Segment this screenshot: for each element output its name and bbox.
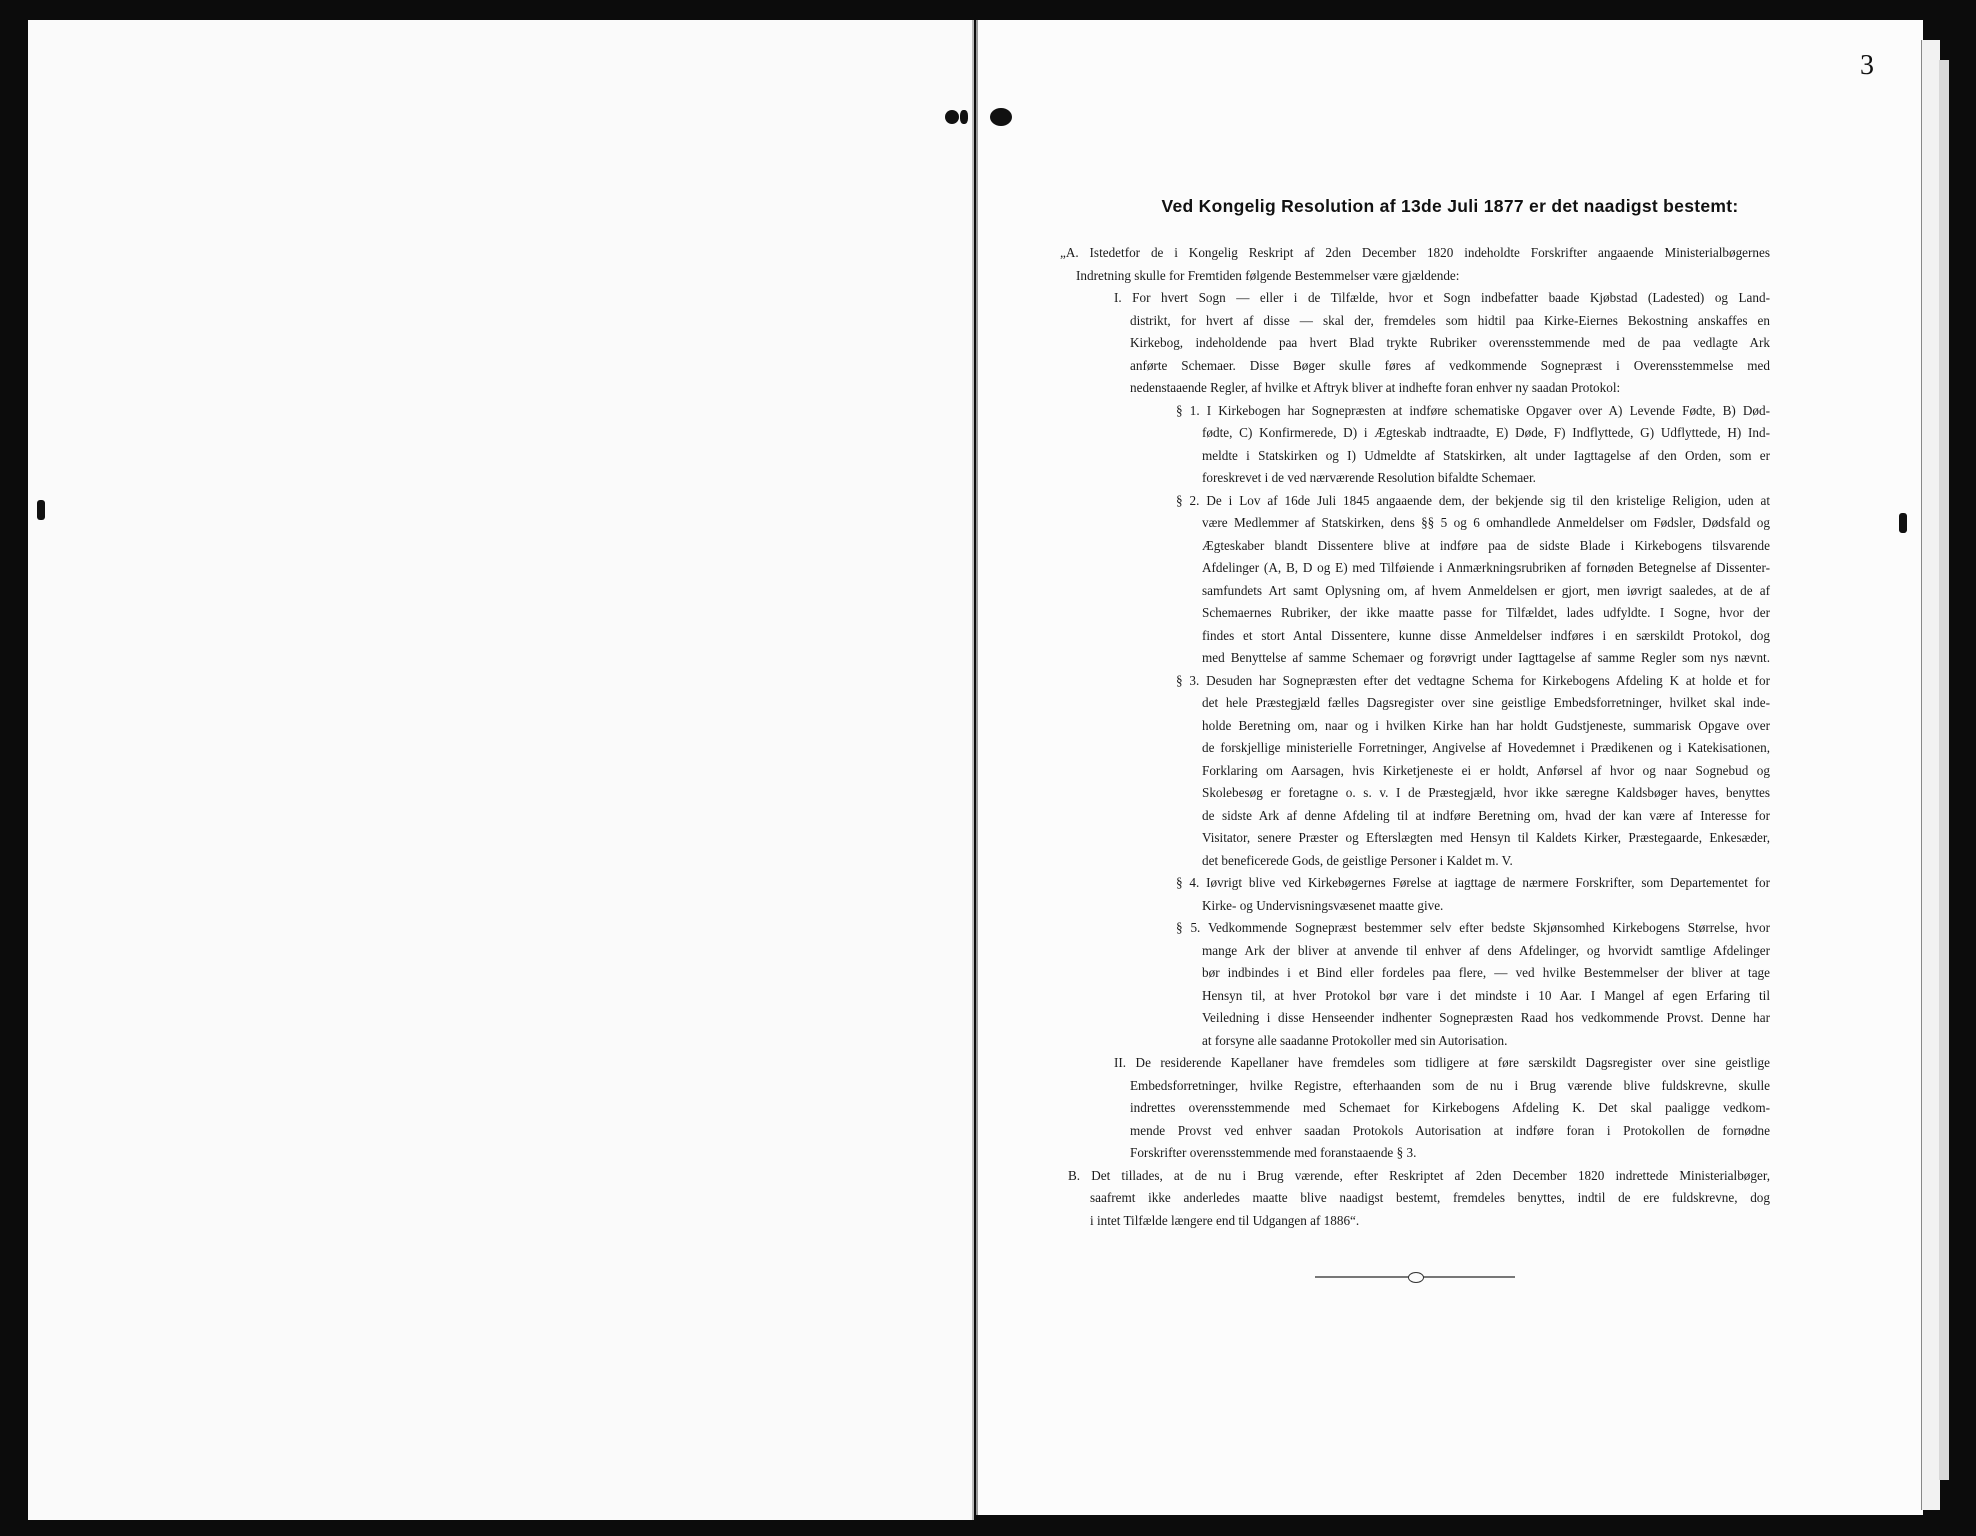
text-line: samfundets Art samt Oplysning om, af hvem Anmeldelsen er gjort, men iøvrigt saaledes, at de af (1202, 582, 1770, 598)
text-line: Kirkebog, indeholdende paa hvert Blad trykte Rubriker overensstemmende med de paa vedlagte Ark (1130, 335, 1770, 350)
left-blank-page (28, 20, 974, 1520)
text-line: meldte i Statskirken og I) Udmeldte af Statskirken, alt under Iagttagelse af den Orden, som er (1202, 447, 1770, 463)
text-line: Skolebesøg er foretagne o. s. v. I de Præstegjæld, hvor ikke særegne Kaldsbøger haves, benyttes (1202, 785, 1770, 800)
page-number: 3 (1860, 50, 1874, 81)
text-line: de forskjellige ministerielle Forretninger, Angivelse af Hovedemnet i Prædikenen og i Katekisationen, (1202, 740, 1770, 755)
text-line: § 1. I Kirkebogen har Sognepræsten at indføre schematiske Opgaver over A) Levende Fødte, B) Død- (1176, 402, 1770, 418)
page-edge (1921, 40, 1940, 1510)
text-line: Kirke- og Undervisningsvæsenet maatte give. (1202, 897, 1444, 913)
text-line: Veiledning i disse Henseender indhenter Sognepræsten Raad hos vedkommende Provst. Denne har (1202, 1010, 1770, 1025)
text-line: Visitator, senere Præster og Efterslægten med Hensyn til Kaldets Kirker, Præstegaarde, Enkesæder, (1202, 830, 1770, 845)
text-line: Hensyn til, at hver Protokol bør vare i det mindste i 10 Aar. I Mangel af egen Erfaring til (1202, 987, 1770, 1003)
text-line: bør indbindes i et Bind eller fordeles paa flere, — ved hvilke Bestemmelser der bliver at tage (1202, 965, 1770, 980)
binding-mark (37, 500, 45, 520)
text-line: nedenstaaende Regler, af hvilke et Aftryk bliver at indhefte foran enhver ny saadan Protokol: (1130, 380, 1621, 395)
text-line: holde Beretning om, naar og i hvilken Kirke han har holdt Gudstjeneste, summarisk Opgave over (1202, 717, 1770, 733)
text-line: § 4. Iøvrigt blive ved Kirkebøgernes Førelse at iagttage de nærmere Forskrifter, som Departementet for (1176, 875, 1770, 890)
resolution-heading: Ved Kongelig Resolution af 13de Juli 1877 er det naadigst bestemt: (1161, 196, 1739, 216)
text-line: mange Ark der bliver at anvende til enhver af dens Afdelinger, og hvorvidt samtlige Afdelinger (1202, 942, 1770, 958)
text-line: saafremt ikke anderledes maatte blive naadigst bestemt, fremdeles benyttes, indtil de ere fuldskrevne, dog (1090, 1190, 1770, 1205)
text-line: det hele Præstegjæld fælles Dagsregister over sine geistlige Embedsforretninger, hvilket skal inde- (1202, 695, 1770, 710)
text-line: fødte, C) Konfirmerede, D) i Ægteskab indtraadte, E) Døde, F) Indflyttede, G) Udflyttede, H) Ind- (1202, 425, 1770, 440)
text-line: Forklaring om Aarsagen, hvis Kirketjeneste ei er holdt, Anførsel af hvor og naar Sognebud og (1202, 762, 1770, 778)
text-line: „A. Istedetfor de i Kongelig Reskript af 2den December 1820 indeholdte Forskrifter angaaende Ministerialbøgernes (1060, 245, 1770, 260)
text-line: anførte Schemaer. Disse Bøger skulle føres af vedkommende Sognepræst i Overensstemmelse med (1130, 357, 1770, 373)
text-line: § 2. De i Lov af 16de Juli 1845 angaaende dem, der bekjende sig til den kristelige Religion, uden at (1176, 492, 1770, 508)
text-line: mende Provst ved enhver saadan Protokols Autorisation at indføre foran i Protokollen de fornødne (1130, 1122, 1770, 1138)
ink-blot (990, 108, 1012, 126)
text-line: det beneficerede Gods, de geistlige Personer i Kaldet m. V. (1202, 852, 1513, 868)
text-line: Embedsforretninger, hvilke Registre, efterhaanden som de nu i Brug værende blive fuldskrevne, skulle (1130, 1077, 1770, 1093)
text-line: foreskrevet i de ved nærværende Resolution bifaldte Schemaer. (1202, 470, 1536, 485)
text-line: Afdelinger (A, B, D og E) med Tilføiende i Anmærkningsrubriken af fornøden Betegnelse af Dissenter- (1202, 560, 1770, 575)
text-line: § 5. Vedkommende Sognepræst bestemmer selv efter bedste Skjønsomhed Kirkebogens Størrelse, hvor (1176, 920, 1770, 935)
text-line: Schemaernes Rubriker, der ikke maatte passe for Tilfældet, lades udfyldte. I Sogne, hvor der (1202, 605, 1770, 620)
page-edge-shadow (1939, 60, 1949, 1480)
resolution-body (1060, 242, 1770, 1232)
text-line: i intet Tilfælde længere end til Udgangen af 1886“. (1090, 1212, 1360, 1228)
text-line: § 3. Desuden har Sognepræsten efter det vedtagne Schema for Kirkebogens Afdeling K at holde et for (1176, 672, 1770, 688)
text-line: Indretning skulle for Fremtiden følgende Bestemmelser være gjældende: (1076, 267, 1460, 283)
text-line: II. De residerende Kapellaner have fremdeles som tidligere at føre særskildt Dagsregister over sine geistlige (1114, 1055, 1770, 1070)
binding-mark (1899, 513, 1907, 533)
text-line: B. Det tillades, at de nu i Brug værende, efter Reskriptet af 2den December 1820 indrettede Ministerialbøger, (1068, 1167, 1770, 1183)
text-line: I. For hvert Sogn — eller i de Tilfælde, hvor et Sogn indbefatter baade Kjøbstad (Ladested) og Land- (1114, 290, 1770, 305)
text-line: være Medlemmer af Statskirken, dens §§ 5 og 6 omhandlede Anmeldelser om Fødsler, Dødsfald og (1202, 515, 1770, 530)
ink-blot (960, 110, 968, 124)
text-line: at forsyne alle saadanne Protokoller med sin Autorisation. (1202, 1032, 1508, 1048)
text-line: indrettes overensstemmende med Schemaet for Kirkebogens Afdeling K. Det skal paaligge vedkom- (1130, 1100, 1770, 1115)
text-line: de sidste Ark af denne Afdeling til at indføre Beretning om, hvad der kan være af Interesse for (1202, 807, 1770, 823)
text-line: med Benyttelse af samme Schemaer og forøvrigt under Iagttagelse af samme Regler som nys nævnt. (1202, 650, 1770, 665)
closing-ornament (1408, 1272, 1424, 1283)
text-line: distrikt, for hvert af disse — skal der, fremdeles som hidtil paa Kirke-Eiernes Bekostning anskaffes en (1130, 312, 1770, 328)
ink-blot (945, 110, 959, 124)
text-line: Ægteskaber blandt Dissentere blive at indføre paa de sidste Blade i Kirkebogens tilsvarende (1202, 537, 1770, 553)
text-line: Forskrifter overensstemmende med foranstaaende § 3. (1130, 1145, 1417, 1160)
text-line: findes et stort Antal Dissentere, kunne disse Anmeldelser indføres i en særskildt Protokol, dog (1202, 627, 1770, 643)
